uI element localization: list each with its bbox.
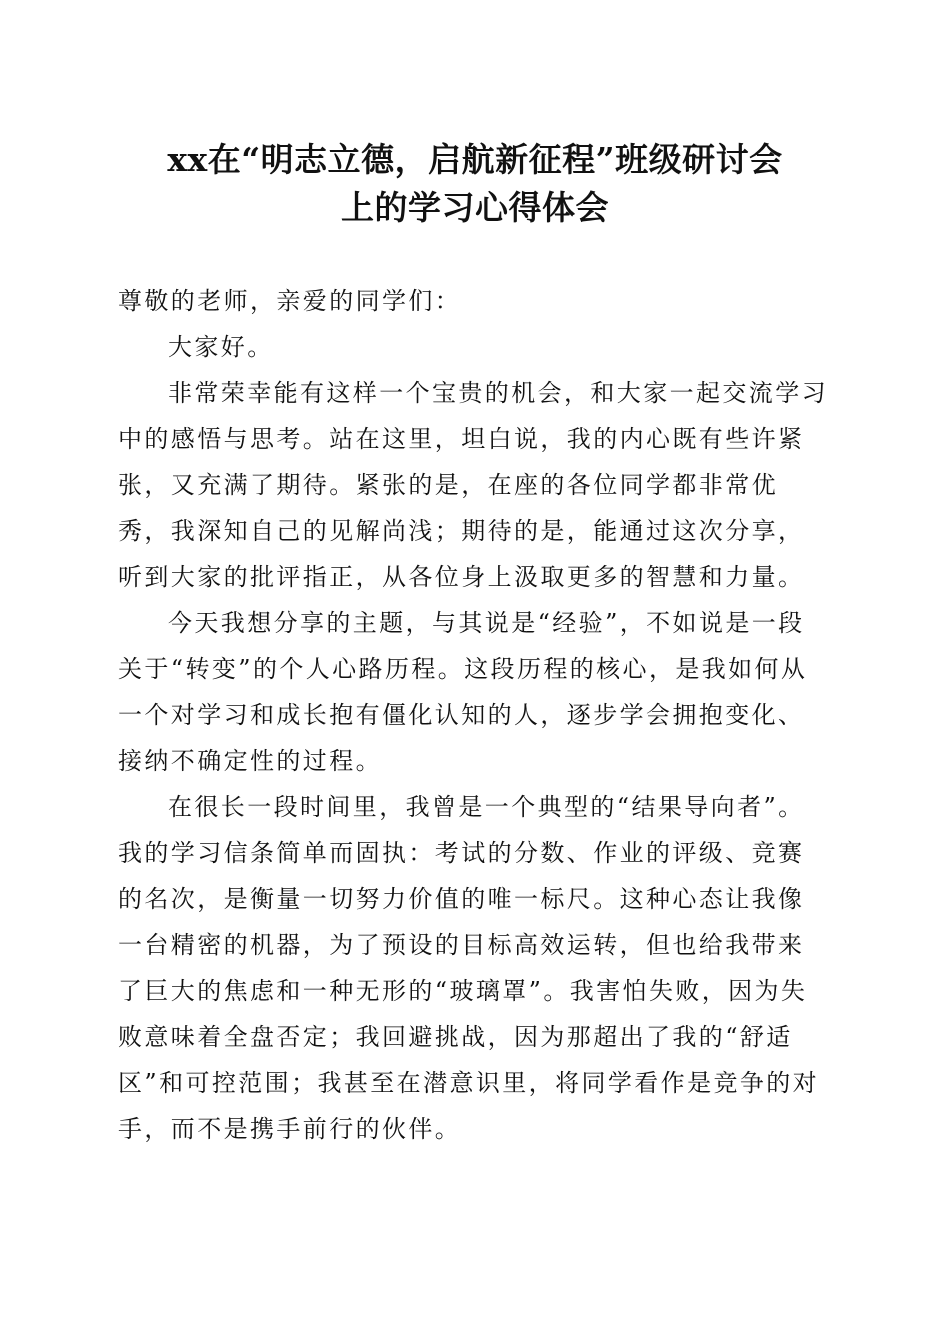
title-line-1: xx在“明志立德，启航新征程”班级研讨会 (167, 140, 783, 179)
paragraph-2: 今天我想分享的主题，与其说是“经验”，不如说是一段关于“转变”的个人心路历程。这段历程的核心，是我如何从一个对学习和成长抱有僵化认知的人，逐步学会拥抱变化、接纳不确定性的过程。 (118, 609, 808, 775)
paragraph-1: 非常荣幸能有这样一个宝贵的机会，和大家一起交流学习中的感悟与思考。站在这里，坦白说，我的内心既有些许紧张，又充满了期待。紧张的是，在座的各位同学都非常优秀，我深知自己的见解尚浅；期待的是，能通过这次分享，听到大家的批评指正，从各位身上汲取更多的智慧和力量。 (118, 379, 828, 591)
paragraph-3: 在很长一段时间里，我曾是一个典型的“结果导向者”。我的学习信条简单而固执：考试的分数、作业的评级、竞赛的名次，是衡量一切努力价值的唯一标尺。这种心态让我像一台精密的机器，为了预设的目标高效运转，但也给我带来了巨大的焦虑和一种无形的“玻璃罩”。我害怕失败，因为失败意味着全盘否定；我回避挑战，因为那超出了我的“舒适区”和可控范围；我甚至在潜意识里，将同学看作是竞争的对手，而不是携手前行的伙伴。 (118, 793, 820, 1143)
document-body (118, 278, 830, 1152)
title-line-2: 上的学习心得体会 (341, 188, 609, 227)
greeting: 大家好。 (168, 333, 274, 361)
salutation: 尊敬的老师，亲爱的同学们： (118, 287, 462, 315)
document-title (100, 136, 850, 232)
